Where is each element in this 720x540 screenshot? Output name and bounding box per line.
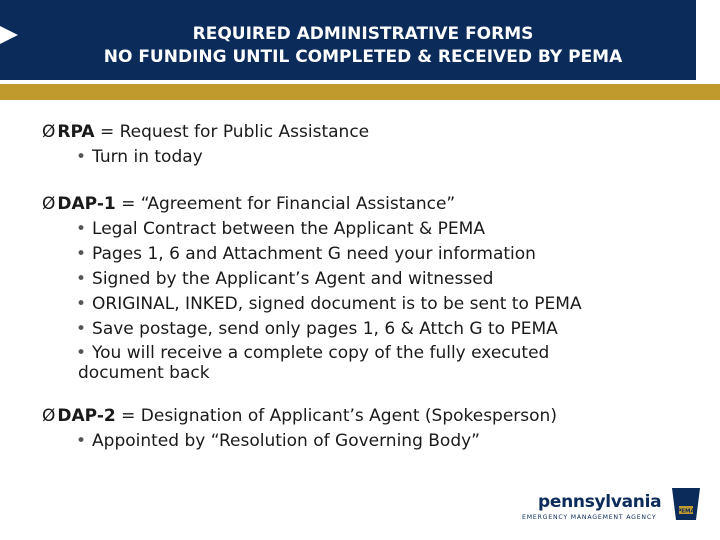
list-item bbox=[42, 267, 712, 292]
bullet-dot-icon: • bbox=[76, 147, 87, 167]
bullet-dot-icon: • bbox=[76, 294, 87, 314]
section-heading bbox=[42, 404, 712, 429]
banner-arrow-icon bbox=[0, 26, 18, 44]
header-gap bbox=[696, 0, 720, 84]
list-item-text: ORIGINAL, INKED, signed document is to be sent to PEMA bbox=[92, 294, 582, 314]
list-item-text: Signed by the Applicant’s Agent and witnessed bbox=[92, 269, 494, 289]
slide-body bbox=[42, 120, 712, 476]
section-rpa bbox=[42, 120, 712, 170]
form-description: = Designation of Applicant’s Agent (Spokesperson) bbox=[115, 406, 557, 426]
list-item-text: You will receive a complete copy of the fully executed bbox=[92, 343, 550, 363]
list-item bbox=[42, 342, 712, 364]
arrow-bullet-icon: Ø bbox=[42, 122, 56, 142]
form-code: DAP-2 bbox=[57, 406, 116, 426]
form-description: = “Agreement for Financial Assistance” bbox=[115, 194, 456, 214]
section-heading bbox=[42, 192, 712, 217]
list-item bbox=[42, 317, 712, 342]
list-item-text: Legal Contract between the Applicant & PEMA bbox=[92, 219, 485, 239]
bullet-dot-icon: • bbox=[76, 431, 87, 451]
list-item-text: document back bbox=[78, 363, 210, 383]
logo-wordmark: pennsylvania bbox=[538, 492, 662, 512]
list-item bbox=[42, 292, 712, 317]
bullet-dot-icon: • bbox=[76, 319, 87, 339]
section-heading bbox=[42, 120, 712, 145]
list-item-continuation bbox=[42, 364, 712, 382]
form-code: RPA bbox=[57, 122, 95, 142]
title-banner bbox=[0, 0, 696, 80]
list-item bbox=[42, 429, 712, 454]
gold-accent-bar bbox=[0, 84, 720, 100]
bullet-dot-icon: • bbox=[76, 219, 87, 239]
title-line-1: REQUIRED ADMINISTRATIVE FORMS bbox=[192, 24, 534, 44]
section-dap-1 bbox=[42, 192, 712, 382]
form-code: DAP-1 bbox=[57, 194, 116, 214]
slide-title bbox=[30, 23, 696, 69]
arrow-bullet-icon: Ø bbox=[42, 406, 56, 426]
logo-badge: PEMA bbox=[677, 508, 695, 515]
form-description: = Request for Public Assistance bbox=[94, 122, 370, 142]
list-item-text: Turn in today bbox=[92, 147, 203, 167]
bullet-dot-icon: • bbox=[76, 343, 87, 363]
keystone-icon bbox=[670, 486, 702, 522]
title-line-2: NO FUNDING UNTIL COMPLETED & RECEIVED BY PEMA bbox=[103, 47, 623, 67]
bullet-dot-icon: • bbox=[76, 244, 87, 264]
logo-subtitle: EMERGENCY MANAGEMENT AGENCY bbox=[522, 514, 657, 521]
list-item bbox=[42, 242, 712, 267]
list-item bbox=[42, 145, 712, 170]
section-dap-2 bbox=[42, 404, 712, 454]
list-item bbox=[42, 217, 712, 242]
list-item-text: Appointed by “Resolution of Governing Body” bbox=[92, 431, 480, 451]
list-item-text: Pages 1, 6 and Attachment G need your information bbox=[92, 244, 536, 264]
list-item-text: Save postage, send only pages 1, 6 & Attch G to PEMA bbox=[92, 319, 558, 339]
arrow-bullet-icon: Ø bbox=[42, 194, 56, 214]
bullet-dot-icon: • bbox=[76, 269, 87, 289]
pema-logo bbox=[520, 486, 705, 526]
